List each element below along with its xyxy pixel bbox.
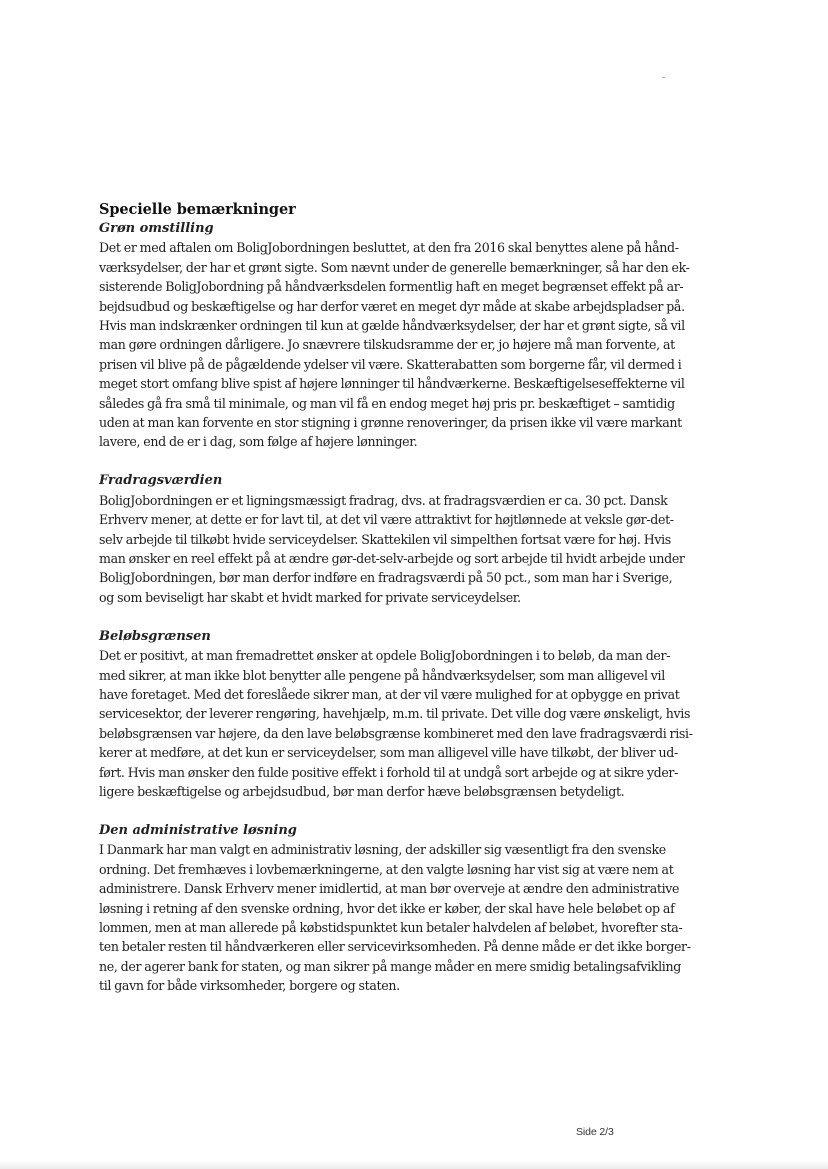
- section-subheading: Grøn omstilling: [99, 221, 214, 236]
- scan-edge: [0, 1160, 828, 1169]
- text-line: BoligJobordningen, bør man derfor indføre en fradragsværdi på 50 pct., som man har i Sverige,: [99, 570, 673, 586]
- text-line: meget stort omfang blive spist af højere lønninger til håndværkerne. Beskæftigelseseffekterne vil: [99, 376, 685, 392]
- text-line: med sikrer, at man ikke blot benytter alle pengene på håndværksydelser, som man alligevel vil: [99, 667, 665, 683]
- text-line: beløbsgrænsen var højere, da den lave beløbsgrænse kombineret med den lave fradragsværdi risi-: [99, 725, 693, 741]
- text-line: prisen vil blive på de pågældende ydelser vil være. Skatterabatten som borgerne får, vil dermed i: [99, 356, 682, 372]
- section: [99, 219, 727, 452]
- text-line: ne, der agerer bank for staten, og man sikrer på mange måder en mere smidig betalingsafvikling: [99, 958, 681, 974]
- text-line: BoligJobordningen er et ligningsmæssigt fradrag, dvs. at fradragsværdien er ca. 30 pct. Dansk: [99, 492, 668, 508]
- section-subheading: Beløbsgrænsen: [99, 628, 211, 644]
- text-line: selv arbejde til tilkøbt hvide serviceydelser. Skattekilen vil simpelthen fortsat være for høj. Hvis: [99, 531, 671, 547]
- page-title: Specielle bemærkninger: [99, 201, 296, 218]
- text-line: sisterende BoligJobordning på håndværksdelen formentlig haft en meget begrænset effekt på ar-: [99, 279, 684, 295]
- section-subheading: Fradragsværdien: [99, 473, 223, 489]
- page-number: Side 2/3: [576, 1126, 614, 1138]
- text-line: man ønsker en reel effekt på at ændre gør-det-selv-arbejde og sort arbejde til hvidt arbejde under: [99, 551, 685, 566]
- text-line: administrere. Dansk Erhverv mener imidlertid, at man bør overveje at ændre den administrative: [99, 881, 680, 897]
- section-subheading: Den administrative løsning: [99, 822, 297, 838]
- text-line: uden at man kan forvente en stor stigning i grønne renoveringer, da prisen ikke vil være markant: [99, 415, 682, 431]
- text-line: således gå fra små til minimale, og man vil få en endog meget høj pris pr. beskæftiget – samtidig: [99, 395, 675, 411]
- text-line: ligere beskæftigelse og arbejdsudbud, bør man derfor hæve beløbsgrænsen betydeligt.: [99, 783, 625, 799]
- text-line: man gøre ordningen dårligere. Jo snævrere tilskudsramme der er, jo højere må man forvente, at: [99, 337, 675, 353]
- text-line: ført. Hvis man ønsker den fulde positive effekt i forhold til at undgå sort arbejde og at sikre yder-: [99, 764, 679, 780]
- scan-speck: [662, 77, 665, 78]
- section-paragraph: [99, 646, 727, 801]
- section: [99, 471, 727, 607]
- document-body: [99, 200, 727, 996]
- text-line: servicesektor, der leverer rengøring, havehjælp, m.m. til private. Det ville dog være ønskeligt, hvis: [99, 706, 691, 722]
- sections-container: [99, 219, 727, 996]
- text-line: Det er med aftalen om BoligJobordningen besluttet, at den fra 2016 skal benyttes alene på hånd-: [99, 240, 679, 256]
- section: [99, 627, 727, 802]
- text-line: ten betaler resten til håndværkeren eller servicevirksomheden. På denne måde er det ikke borger-: [99, 939, 691, 955]
- text-line: løsning i retning af den svenske ordning, hvor det ikke er køber, der skal have hele beløbet op af: [99, 900, 675, 916]
- text-line: lommen, men at man allerede på købstidspunktet kun betaler halvdelen af beløbet, hvorefter sta-: [99, 919, 683, 935]
- section-paragraph: [99, 840, 727, 995]
- section-paragraph: [99, 238, 727, 451]
- text-line: til gavn for både virksomheder, borgere og staten.: [99, 978, 400, 994]
- text-line: Hvis man indskrænker ordningen til kun at gælde håndværksydelser, der har et grønt sigte, så vil: [99, 318, 685, 334]
- section: [99, 821, 727, 996]
- text-line: Erhverv mener, at dette er for lavt til, at det vil være attraktivt for højtlønnede at veksle gør-det-: [99, 512, 674, 528]
- text-line: og som beviseligt har skabt et hvidt marked for private serviceydelser.: [99, 589, 521, 605]
- text-line: have foretaget. Med det foreslåede sikrer man, at der vil være mulighed for at opbygge en privat: [99, 686, 680, 702]
- text-line: I Danmark har man valgt en administrativ løsning, der adskiller sig væsentligt fra den svenske: [99, 842, 666, 858]
- text-line: ordning. Det fremhæves i lovbemærkningerne, at den valgte løsning har vist sig at være nem at: [99, 861, 674, 877]
- text-line: lavere, end de er i dag, som følge af højere lønninger.: [99, 434, 418, 450]
- text-line: kerer at medføre, at det kun er serviceydelser, som man alligevel ville have tilkøbt, der bliver ud-: [99, 745, 678, 761]
- text-line: værksydelser, der har et grønt sigte. Som nævnt under de generelle bemærkninger, så har den ek-: [99, 259, 690, 275]
- text-line: bejdsudbud og beskæftigelse og har derfor været en meget dyr måde at skabe arbejdspladser på.: [99, 298, 685, 314]
- section-paragraph: [99, 491, 727, 607]
- text-line: Det er positivt, at man fremadrettet ønsker at opdele BoligJobordningen i to beløb, da man der-: [99, 648, 671, 664]
